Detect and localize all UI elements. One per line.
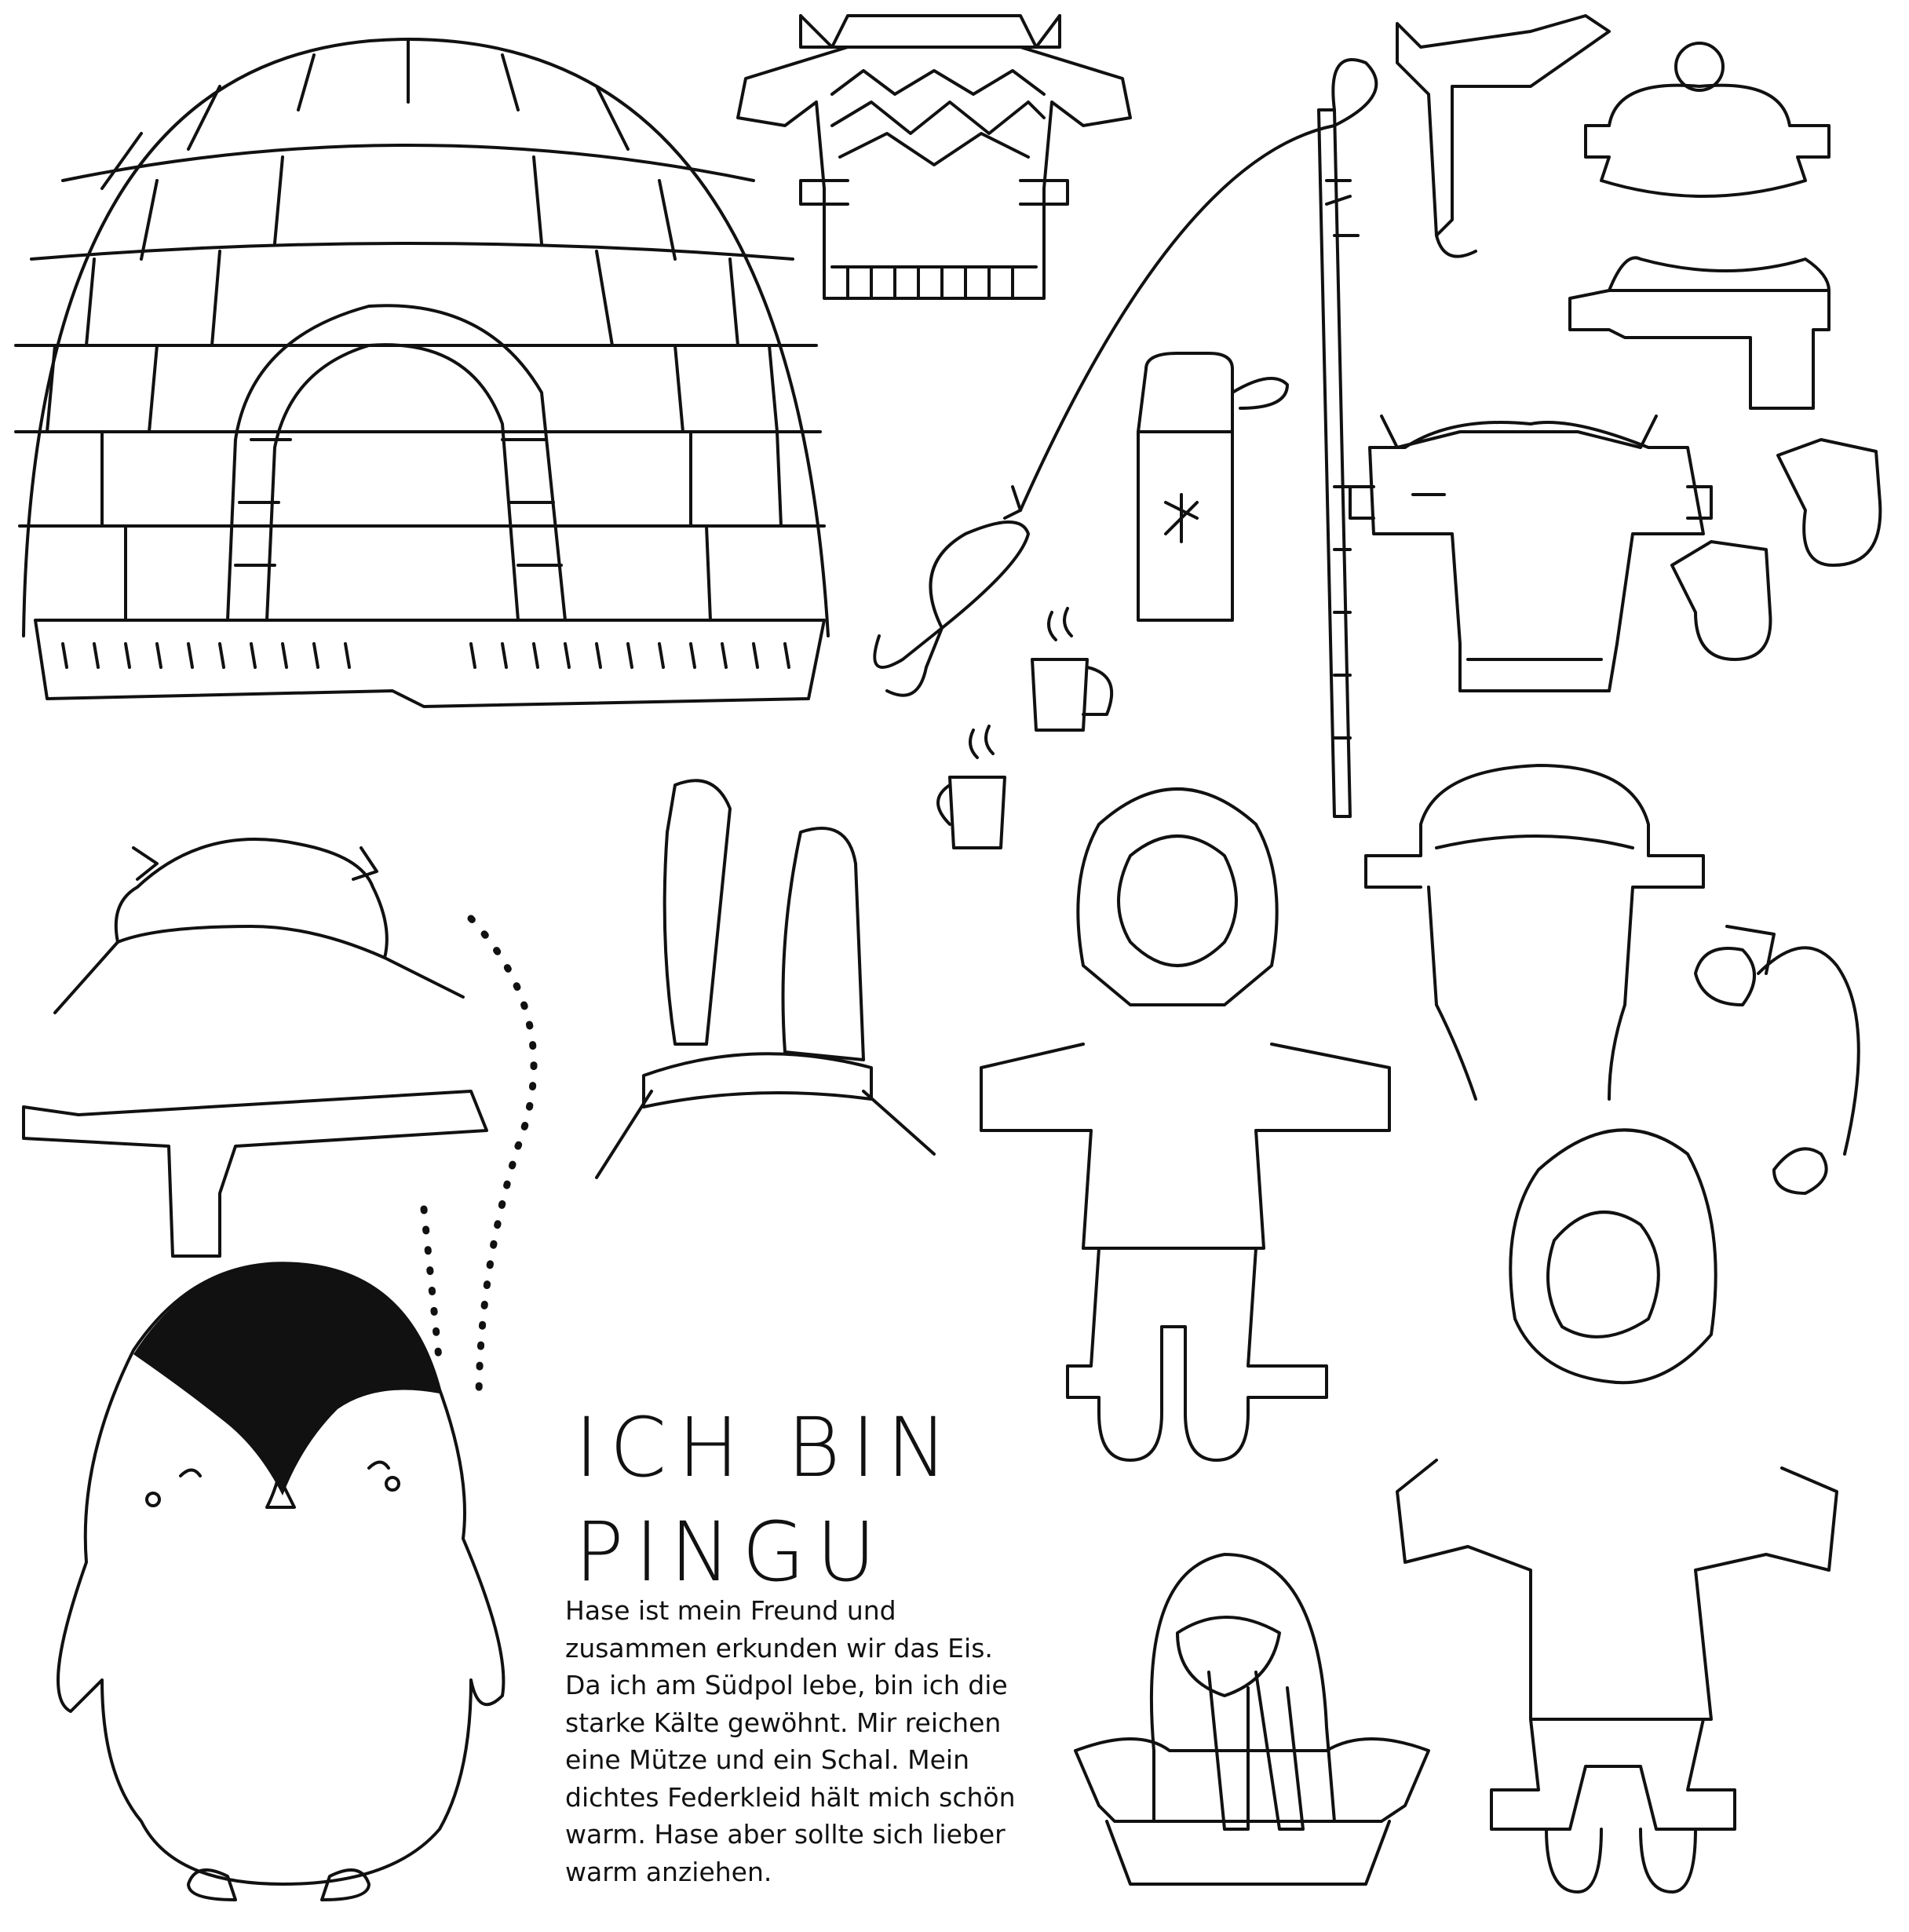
mittens-drawing [1672, 440, 1880, 659]
fur-parka-drawing [1397, 1130, 1837, 1892]
dotted-path-drawing [424, 919, 534, 1405]
story-line: warm anziehen. [565, 1856, 772, 1887]
story-line: Hase ist mein Freund und [565, 1595, 896, 1626]
snowsuit-drawing [981, 789, 1389, 1460]
fishing-rod-drawing [874, 60, 1376, 816]
title-line-1: ICH BIN [575, 1400, 959, 1496]
trapper-hat-drawing [1366, 765, 1703, 1099]
bobble-hat-drawing [1586, 43, 1829, 196]
story-line: warm. Hase aber sollte sich lieber [565, 1819, 1006, 1850]
story-line: Da ich am Südpol lebe, bin ich die [565, 1670, 1008, 1700]
knit-scarf-drawing [1570, 257, 1829, 408]
walrus-drawing [1075, 1554, 1429, 1884]
thermos-drawing [1138, 353, 1287, 620]
igloo-drawing [16, 39, 828, 707]
bunny-ear-hat-drawing [597, 780, 934, 1178]
hanging-scarf-drawing [1397, 16, 1609, 257]
story-line: zusammen erkunden wir das Eis. [565, 1632, 993, 1664]
story-line: dichtes Federkleid hält mich schön [565, 1781, 1016, 1813]
story-paragraph [565, 1592, 1075, 1890]
story-line: eine Mütze und ein Schal. Mein [565, 1744, 969, 1775]
earmuffs-drawing [1695, 926, 1859, 1193]
title-line-2: PINGU [575, 1504, 887, 1600]
chunky-knit-sweater-drawing [1350, 416, 1711, 691]
nordic-sweater-drawing [738, 16, 1130, 298]
striped-scarf-drawing [24, 1091, 487, 1256]
story-line: starke Kälte gewöhnt. Mir reichen [565, 1707, 1002, 1738]
earflap-hat-drawing [55, 839, 463, 1013]
hot-mug-drawing [938, 608, 1111, 848]
